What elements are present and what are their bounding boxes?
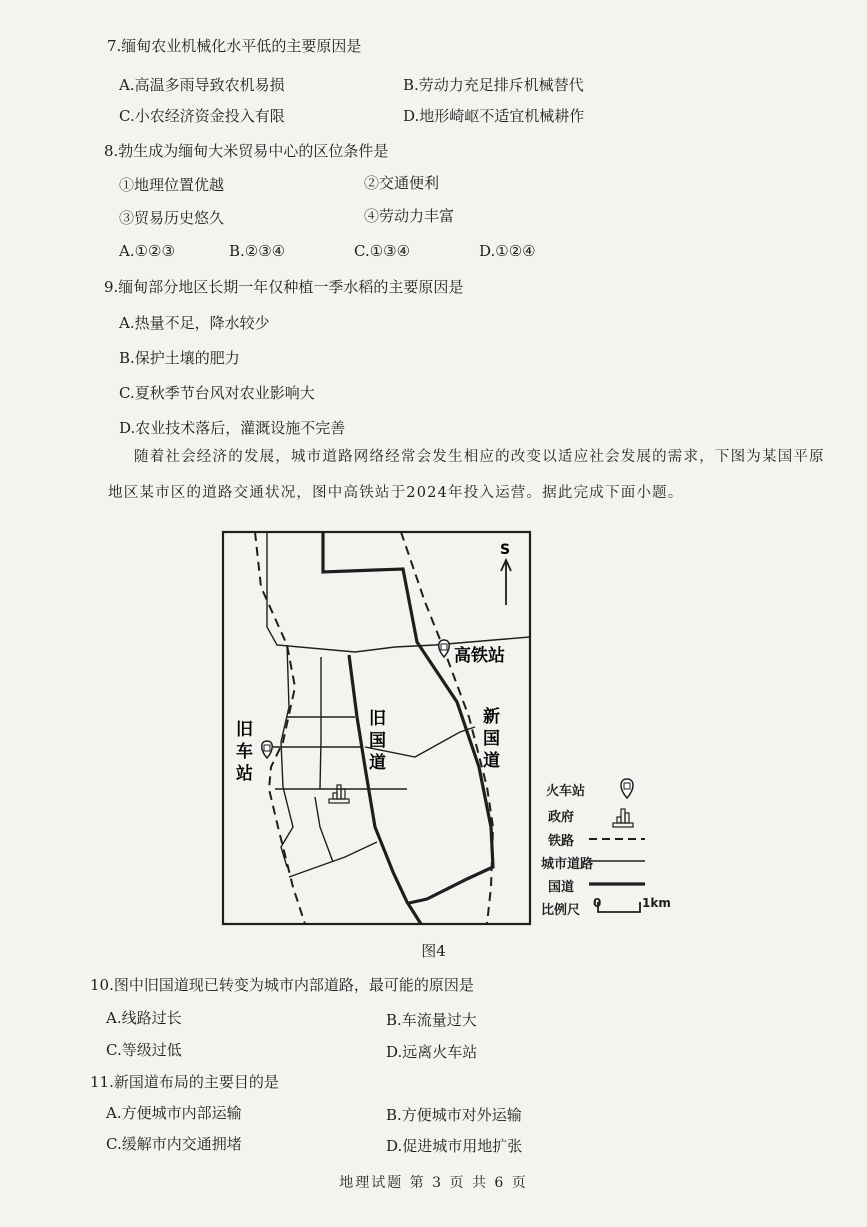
old-station-char-2: 车 <box>236 742 253 762</box>
q10-option-a: A.线路过长 <box>106 1009 182 1027</box>
q9-option-b: B.保护土壤的肥力 <box>119 349 240 367</box>
figure-caption: 图4 <box>421 942 446 960</box>
q11-option-b: B.方便城市对外运输 <box>386 1106 522 1124</box>
new-road-char-3: 道 <box>483 751 500 771</box>
q9-stem: 9.缅甸部分地区长期一年仅种植一季水稻的主要原因是 <box>104 278 464 296</box>
legend-station-icon <box>621 779 633 798</box>
q8-option-d: D.①②④ <box>479 242 536 260</box>
station-icon <box>439 640 450 657</box>
station-icon <box>262 741 273 758</box>
road-network-map <box>215 527 685 929</box>
q7-option-c: C.小农经济资金投入有限 <box>119 107 285 125</box>
compass-label: S <box>500 542 511 558</box>
passage-line-1: 随着社会经济的发展，城市道路网络经常会发生相应的改变以适应社会发展的需求，下图为某国平原 <box>134 449 825 465</box>
page-footer: 地理试题 第 3 页 共 6 页 <box>339 1175 528 1191</box>
q11-option-d: D.促进城市用地扩张 <box>386 1137 523 1155</box>
high-speed-railway <box>401 532 493 924</box>
q7-option-b: B.劳动力充足排斥机械替代 <box>403 76 584 94</box>
q10-option-c: C.等级过低 <box>106 1041 182 1059</box>
q9-option-c: C.夏秋季节台风对农业影响大 <box>119 384 315 402</box>
q8-statement-1: ①地理位置优越 <box>119 176 225 194</box>
q8-statement-4: ④劳动力丰富 <box>364 207 455 225</box>
legend-government-icon <box>613 809 633 827</box>
old-road-char-2: 国 <box>369 731 386 751</box>
national-roads <box>323 532 493 924</box>
old-road-char-1: 旧 <box>369 709 386 729</box>
old-station-char-1: 旧 <box>236 720 253 740</box>
legend-scale-label: 比例尺 <box>541 903 581 918</box>
passage-line-2: 地区某市区的道路交通状况，图中高铁站于2024年投入运营。据此完成下面小题。 <box>108 485 684 501</box>
government-icon <box>329 785 349 803</box>
legend-scale-end: 1km <box>642 896 671 910</box>
legend-station-label: 火车站 <box>546 784 586 799</box>
q8-statement-2: ②交通便利 <box>364 174 440 192</box>
hsr-station-label: 高铁站 <box>454 646 505 666</box>
q7-stem: 7.缅甸农业机械化水平低的主要原因是 <box>107 37 362 55</box>
north-arrow <box>501 560 511 605</box>
legend-rail-label: 铁路 <box>548 834 575 849</box>
q10-stem: 10.图中旧国道现已转变为城市内部道路，最可能的原因是 <box>90 976 474 994</box>
q10-option-b: B.车流量过大 <box>386 1011 477 1029</box>
q8-option-b: B.②③④ <box>229 242 286 260</box>
legend-city-road-label: 城市道路 <box>541 857 594 872</box>
legend-national-road-label: 国道 <box>548 880 575 895</box>
legend-scale-zero: 0 <box>593 896 602 910</box>
old-station-char-3: 站 <box>236 764 253 784</box>
new-road-char-2: 国 <box>483 729 500 749</box>
q8-stem: 8.勃生成为缅甸大米贸易中心的区位条件是 <box>104 142 389 160</box>
q8-option-a: A.①②③ <box>119 242 175 260</box>
q11-option-c: C.缓解市内交通拥堵 <box>106 1135 242 1153</box>
q7-option-d: D.地形崎岖不适宜机械耕作 <box>403 107 585 125</box>
q11-option-a: A.方便城市内部运输 <box>106 1104 242 1122</box>
q8-option-c: C.①③④ <box>354 242 411 260</box>
new-road-char-1: 新 <box>483 707 500 727</box>
q8-statement-3: ③贸易历史悠久 <box>119 209 225 227</box>
q10-option-d: D.远离火车站 <box>386 1043 478 1061</box>
q7-option-a: A.高温多雨导致农机易损 <box>119 76 285 94</box>
q9-option-d: D.农业技术落后，灌溉设施不完善 <box>119 419 346 437</box>
q9-option-a: A.热量不足，降水较少 <box>119 314 270 332</box>
old-road-char-3: 道 <box>369 753 386 773</box>
legend-gov-label: 政府 <box>548 810 575 825</box>
q11-stem: 11.新国道布局的主要目的是 <box>90 1073 279 1091</box>
legend-scale-bar <box>598 902 640 912</box>
old-railway <box>255 532 305 924</box>
